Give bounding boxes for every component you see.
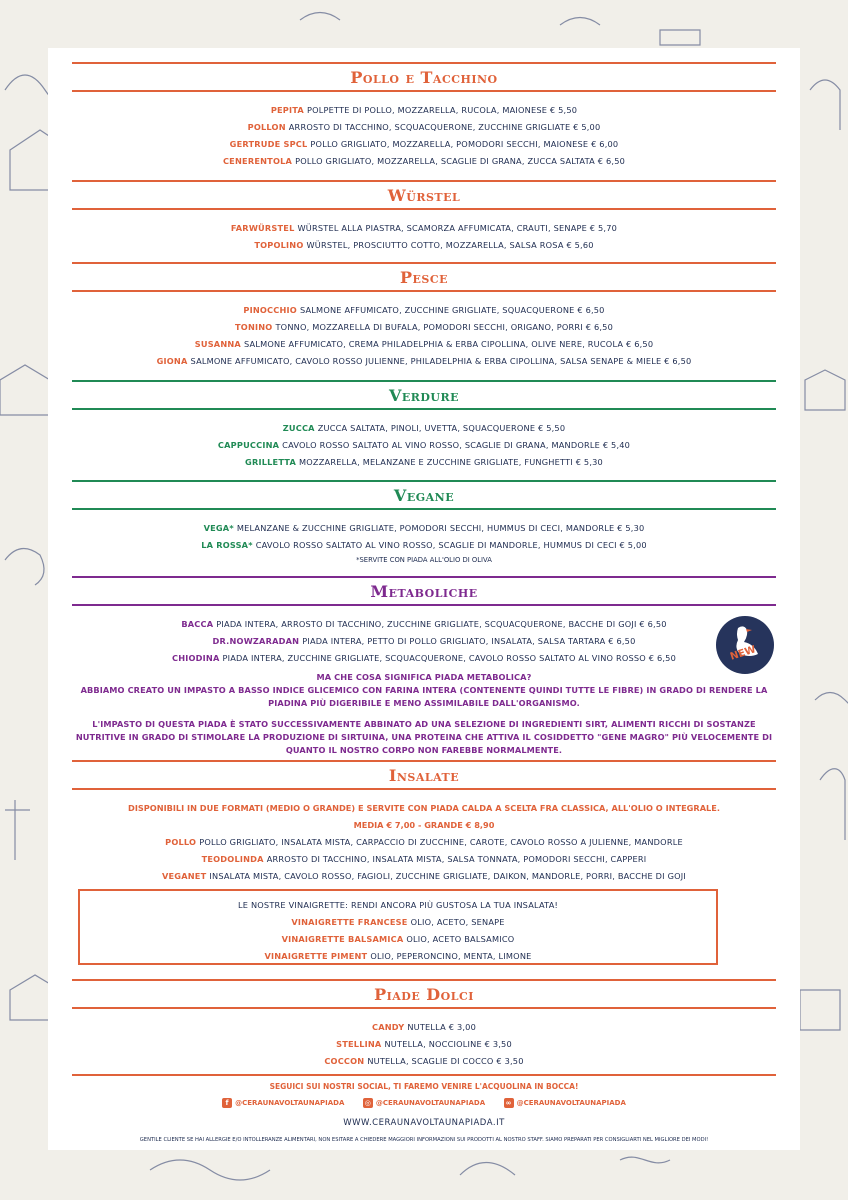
metabolic-paragraph-2: L'IMPASTO DI QUESTA PIADA È STATO SUCCESSIVAMENTE ABBINATO AD UNA SELEZIONE DI INGREDIENTI SIRT, ALIMENTI RICCHI DI SOSTANZE NUTRITIVE IN GRADO DI STIMOLARE LA PRODUZIONE DI SIRTUINA, UNA PROTEINA CHE ATTIVA IL COSIDDETTO "GENE MAGRO" PIÙ VELOCEMENTE DI QUANTO IL NOSTRO CORPO NON FAREBBE NORMALMENTE.	[75, 719, 773, 755]
badge-label: NEW	[728, 644, 758, 663]
section-pollo	[72, 62, 776, 170]
website-link[interactable]: WWW.CERAUNAVOLTAUNAPIADA.IT	[343, 1118, 505, 1128]
vinaigrette-item: VINAIGRETTE BALSAMICA OLIO, ACETO BALSAMICO	[281, 934, 515, 944]
new-badge	[716, 616, 774, 674]
menu-item: POLLO POLLO GRIGLIATO, INSALATA MISTA, CARPACCIO DI ZUCCHINE, CAROTE, CAVOLO ROSSO A JULIENNE, MANDORLE	[165, 837, 683, 847]
menu-item: PEPITA POLPETTE DI POLLO, MOZZARELLA, RUCOLA, MAIONESE € 5,50	[270, 105, 578, 115]
facebook-icon: f	[222, 1098, 232, 1108]
instagram-link[interactable]: ◎ @CERAUNAVOLTAUNAPIADA	[364, 1099, 486, 1107]
goose-icon	[716, 616, 774, 674]
menu-item: TEODOLINDA ARROSTO DI TACCHINO, INSALATA MISTA, SALSA TONNATA, POMODORI SECCHI, CAPPERI	[201, 854, 647, 864]
social-links	[48, 1098, 800, 1108]
menu-item: GRILLETTA MOZZARELLA, MELANZANE E ZUCCHINE GRIGLIATE, FUNGHETTI € 5,30	[245, 457, 603, 467]
section-vegane	[72, 480, 776, 566]
menu-item: LA ROSSA* CAVOLO ROSSO SALTATO AL VINO ROSSO, SCAGLIE DI MANDORLE, HUMMUS DI CECI € 5,00	[201, 540, 647, 550]
section-title: Piade Dolci	[374, 985, 474, 1004]
menu-item: ZUCCA ZUCCA SALTATA, PINOLI, UVETTA, SQUACQUERONE € 5,50	[282, 423, 566, 433]
menu-item: STELLINA NUTELLA, NOCCIOLINE € 3,50	[336, 1039, 512, 1049]
menu-item: VEGA* MELANZANE & ZUCCHINE GRIGLIATE, POMODORI SECCHI, HUMMUS DI CECI, MANDORLE € 5,30	[203, 523, 645, 533]
section-metaboliche	[72, 576, 776, 757]
vegan-note: *SERVITE CON PIADA ALL'OLIO DI OLIVA	[356, 556, 492, 564]
instagram-icon: ◎	[364, 1099, 371, 1107]
social-heading: SEGUICI SUI NOSTRI SOCIAL, TI FAREMO VENIRE L'ACQUOLINA IN BOCCA!	[269, 1082, 579, 1091]
facebook-link[interactable]: f @CERAUNAVOLTAUNAPIADA	[222, 1099, 344, 1107]
tripadvisor-link[interactable]: ∞ @CERAUNAVOLTAUNAPIADA	[504, 1099, 626, 1107]
menu-item: CENERENTOLA POLLO GRIGLIATO, MOZZARELLA, SCAGLIE DI GRANA, ZUCCA SALTATA € 6,50	[222, 156, 626, 166]
menu-item: CHIODINA PIADA INTERA, ZUCCHINE GRIGLIATE, SCQUACQUERONE, CAVOLO ROSSO SALTATO AL VINO ROSSO € 6,50	[172, 653, 676, 663]
section-pesce	[72, 262, 776, 370]
menu-item: CANDY NUTELLA € 3,00	[372, 1022, 476, 1032]
metabolic-paragraph-1: ABBIAMO CREATO UN IMPASTO A BASSO INDICE GLICEMICO CON FARINA INTERA (CONTENENTE QUINDI TUTTE LE FIBRE) IN GRADO DI RENDERE LA PIADINA PIÙ DIGERIBILE E MENO ASSIMILABILE DALL'ORGANISMO.	[80, 685, 768, 708]
menu-item: DR.NOWZARADAN PIADA INTERA, PETTO DI POLLO GRIGLIATO, INSALATA, SALSA TARTARA € 6,50	[212, 636, 636, 646]
footer-divider	[72, 1074, 776, 1076]
section-insalate	[72, 760, 776, 885]
menu-item: GERTRUDE SPCL POLLO GRIGLIATO, MOZZARELLA, POMODORI SECCHI, MAIONESE € 6,00	[229, 139, 619, 149]
section-title: Insalate	[388, 766, 460, 785]
vinaigrette-item: VINAIGRETTE FRANCESE OLIO, ACETO, SENAPE	[291, 917, 505, 927]
section-verdure	[72, 380, 776, 471]
tripadvisor-icon: ∞	[504, 1098, 514, 1108]
salad-intro: DISPONIBILI IN DUE FORMATI (MEDIO O GRANDE) E SERVITE CON PIADA CALDA A SCELTA FRA CLASSICA, ALL'OLIO O INTEGRALE.	[128, 803, 720, 813]
section-title: Würstel	[387, 186, 461, 205]
menu-item: GIONA SALMONE AFFUMICATO, CAVOLO ROSSO JULIENNE, PHILADELPHIA & ERBA CIPOLLINA, SALSA SENAPE & MIELE € 6,50	[156, 356, 692, 366]
allergy-notice: GENTILE CLIENTE SE HAI ALLERGIE E/O INTOLLERANZE ALIMENTARI, NON ESITARE A CHIEDERE MAGGIORI INFORMAZIONI SUI PRODOTTI AL NOSTRO STAFF. SIAMO PREPARATI PER CONSIGLIARTI NEL MIGLIORE DEI MODI!	[139, 1137, 709, 1143]
menu-item: BACCA PIADA INTERA, ARROSTO DI TACCHINO, ZUCCHINE GRIGLIATE, SCQUACQUERONE, BACCHE DI GOJI € 6,50	[181, 619, 667, 629]
menu-item: PINOCCHIO SALMONE AFFUMICATO, ZUCCHINE GRIGLIATE, SQUACQUERONE € 6,50	[243, 305, 605, 315]
section-title: Vegane	[393, 486, 455, 505]
vinaigrette-heading: LE NOSTRE VINAIGRETTE: RENDI ANCORA PIÙ GUSTOSA LA TUA INSALATA!	[238, 900, 558, 910]
section-dolci	[72, 979, 776, 1070]
vinaigrette-item: VINAIGRETTE PIMENT OLIO, PEPERONCINO, MENTA, LIMONE	[264, 951, 532, 961]
section-title: Pollo e Tacchino	[350, 68, 498, 87]
menu-item: TONINO TONNO, MOZZARELLA DI BUFALA, POMODORI SECCHI, ORIGANO, PORRI € 6,50	[235, 322, 613, 332]
salad-prices: MEDIA € 7,00 - GRANDE € 8,90	[353, 820, 495, 830]
metabolic-question: MA CHE COSA SIGNIFICA PIADA METABOLICA?	[316, 672, 532, 682]
menu-item: SUSANNA SALMONE AFFUMICATO, CREMA PHILADELPHIA & ERBA CIPOLLINA, OLIVE NERE, RUCOLA € 6,50	[194, 339, 654, 349]
section-title: Pesce	[400, 268, 448, 287]
menu-item: VEGANET INSALATA MISTA, CAVOLO ROSSO, FAGIOLI, ZUCCHINE GRIGLIATE, DAIKON, MANDORLE, PORRI, BACCHE DI GOJI	[161, 871, 687, 881]
menu-card	[48, 48, 800, 1150]
menu-item: COCCON NUTELLA, SCAGLIE DI COCCO € 3,50	[324, 1056, 524, 1066]
menu-item: FARWÜRSTEL WÜRSTEL ALLA PIASTRA, SCAMORZA AFFUMICATA, CRAUTI, SENAPE € 5,70	[230, 223, 618, 233]
section-title: Verdure	[388, 386, 460, 405]
vinaigrette-box	[78, 889, 718, 965]
section-wurstel	[72, 180, 776, 254]
section-title: Metaboliche	[370, 582, 478, 601]
menu-item: TOPOLINO WÜRSTEL, PROSCIUTTO COTTO, MOZZARELLA, SALSA ROSA € 5,60	[254, 240, 594, 250]
menu-item: POLLON ARROSTO DI TACCHINO, SCQUACQUERONE, ZUCCHINE GRIGLIATE € 5,00	[247, 122, 601, 132]
menu-item: CAPPUCCINA CAVOLO ROSSO SALTATO AL VINO ROSSO, SCAGLIE DI GRANA, MANDORLE € 5,40	[217, 440, 631, 450]
